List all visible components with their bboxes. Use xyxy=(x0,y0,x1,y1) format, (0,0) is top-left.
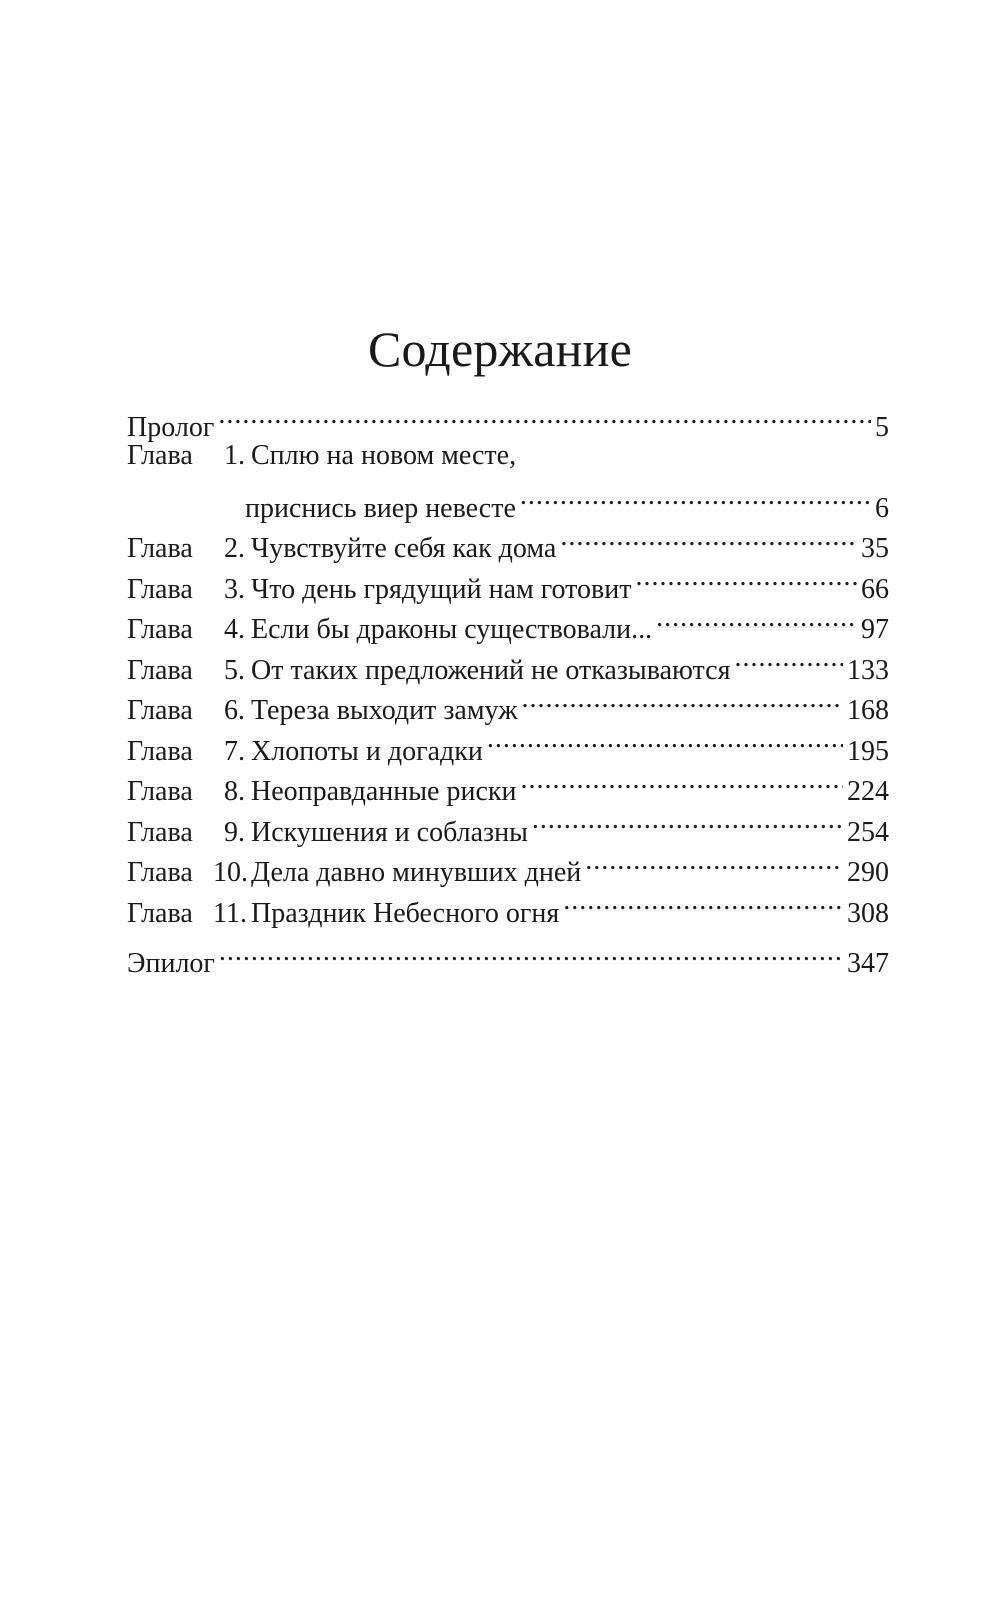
dot-leader xyxy=(563,881,843,922)
toc-page-number: 224 xyxy=(847,776,889,807)
toc-page-number: 168 xyxy=(847,695,889,726)
chapter-number: 6. xyxy=(224,695,245,726)
chapter-number: 2. xyxy=(224,533,245,564)
chapter-number: 3. xyxy=(224,573,245,605)
toc-page-number: 290 xyxy=(847,857,889,888)
dot-leader xyxy=(522,679,843,720)
toc-entry-label: Эпилог xyxy=(127,948,215,979)
chapter-number: 9. xyxy=(224,816,245,848)
toc-page-number: 133 xyxy=(847,654,889,686)
dot-leader xyxy=(487,719,843,760)
toc-page-number: 35 xyxy=(861,533,889,564)
chapter-title: Праздник Небесного огня xyxy=(251,897,560,929)
dot-leader xyxy=(636,557,858,598)
chapter-title: Если бы драконы существовали... xyxy=(251,614,653,645)
chapter-title: Искушения и соблазны xyxy=(251,816,528,848)
toc-title: Содержание xyxy=(368,321,632,377)
chapter-number: 4. xyxy=(224,614,245,645)
dot-leader xyxy=(219,932,843,973)
dot-leader xyxy=(734,638,843,679)
toc-page-number: 308 xyxy=(847,897,889,929)
dot-leader xyxy=(532,800,843,841)
table-of-contents xyxy=(127,395,889,979)
dot-leader xyxy=(520,760,843,801)
toc-entry-chapter-1-line-1 xyxy=(127,436,889,477)
chapter-title: Что день грядущий нам готовит xyxy=(251,573,632,605)
dot-leader xyxy=(560,517,857,558)
toc-page-number: 5 xyxy=(875,411,889,443)
dot-leader xyxy=(218,395,871,436)
chapter-word: Глава xyxy=(127,735,193,767)
toc-entry-chapter-1-line-2 xyxy=(127,476,889,524)
toc-page-number: 254 xyxy=(847,816,889,848)
chapter-word: Глава xyxy=(127,439,193,471)
toc-entry-label: Пролог xyxy=(127,411,215,443)
chapter-word: Глава xyxy=(127,695,193,726)
chapter-number: 10. xyxy=(213,857,248,888)
chapter-number: 1. xyxy=(224,439,245,471)
dot-leader xyxy=(656,598,857,639)
chapter-title: Неоправданные риски xyxy=(251,776,517,807)
toc-entry-epilogue xyxy=(127,932,889,979)
toc-page-number: 97 xyxy=(861,614,889,645)
dot-leader xyxy=(585,841,843,882)
chapter-title-continued: приснись виер невесте xyxy=(245,492,516,524)
chapter-number: 8. xyxy=(224,776,245,807)
chapter-word: Глава xyxy=(127,573,193,605)
toc-page-number: 195 xyxy=(847,735,889,767)
toc-page-number: 347 xyxy=(847,948,889,979)
chapter-title: Хлопоты и догадки xyxy=(251,735,483,767)
chapter-title: Сплю на новом месте, xyxy=(251,439,517,471)
chapter-number: 11. xyxy=(213,897,247,929)
chapter-word: Глава xyxy=(127,614,193,645)
chapter-title: Чувствуйте себя как дома xyxy=(251,533,557,564)
dot-leader xyxy=(520,476,871,517)
chapter-title: От таких предложений не отказываются xyxy=(251,654,731,686)
toc-page-number: 66 xyxy=(861,573,889,605)
chapter-title: Дела давно минувших дней xyxy=(251,857,582,888)
toc-entry-prologue xyxy=(127,395,889,443)
chapter-title: Тереза выходит замуж xyxy=(251,695,518,726)
chapter-word: Глава xyxy=(127,816,193,848)
chapter-number: 5. xyxy=(224,654,245,686)
toc-page-number: 6 xyxy=(875,492,889,524)
chapter-word: Глава xyxy=(127,857,193,888)
chapter-word: Глава xyxy=(127,897,193,929)
chapter-word: Глава xyxy=(127,654,193,686)
chapter-number: 7. xyxy=(224,735,245,767)
chapter-word: Глава xyxy=(127,776,193,807)
chapter-word: Глава xyxy=(127,533,193,564)
